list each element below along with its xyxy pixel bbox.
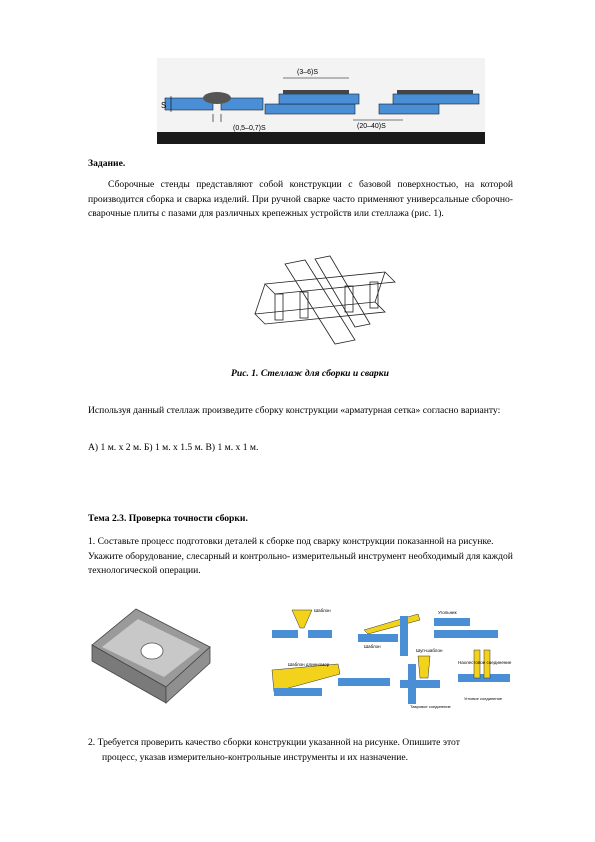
gauge-label-c: Угольник [438, 610, 457, 615]
gauge-templates-figure [268, 604, 516, 716]
figure-caption: Рис. 1. Стеллаж для сборки и сварки [231, 368, 389, 379]
gauge-label-d: Шаблон длинномер [288, 662, 330, 667]
label-overlap2: (20–40)S [357, 123, 386, 130]
weld-gap-figure [157, 58, 485, 144]
question-2-line-1: 2. Требуется проверить качество сборки конструкции указанной на рисунке. Опишите этот [88, 737, 460, 748]
task-paragraph: Сборочные стенды представляют собой конструкции с базовой поверхностью, на которой производится сборка и сварка изделий. При ручной сварке часто применяют универсальные сборочно-сварочные плиты с пазами для различных крепежных устройств или стеллажа (рис. 1). [88, 179, 513, 219]
label-gap-small: (0,5–0,7)S [233, 125, 266, 132]
question-1: 1. Составьте процесс подготовки деталей к сборке под сварку конструкции показанной на рисунке. Укажите оборудование, слесарный и контрольно- измерительный инструмент необходимый для каждой технологической операции. [88, 536, 513, 576]
gauge-label-e: Шуп-шаблон [416, 648, 443, 653]
label-s: S [161, 101, 167, 110]
task-heading: Задание. [88, 158, 126, 169]
gauge-label-a: Шаблон [314, 608, 331, 613]
box-part-figure [86, 603, 216, 713]
gauge-label-h: Угловое соединение [464, 696, 503, 701]
question-2-line-2: процесс, указав измерительно-контрольные инструменты и их назначение. [102, 752, 409, 763]
gauge-label-g: Тавровое соединение [410, 704, 451, 709]
topic-heading: Тема 2.3. Проверка точности сборки. [88, 513, 248, 524]
gauge-label-f: Нахлестовое соединение [458, 660, 512, 665]
task-instruction: Используя данный стеллаж произведите сборку конструкции «арматурная сетка» согласно варианту: [88, 405, 501, 416]
label-overlap: (3–6)S [297, 69, 319, 76]
welding-rack-figure [245, 254, 400, 349]
task-variants: А) 1 м. х 2 м. Б) 1 м. х 1.5 м. В) 1 м. х 1 м. [88, 442, 259, 453]
gauge-label-b: Шаблон [364, 644, 381, 649]
